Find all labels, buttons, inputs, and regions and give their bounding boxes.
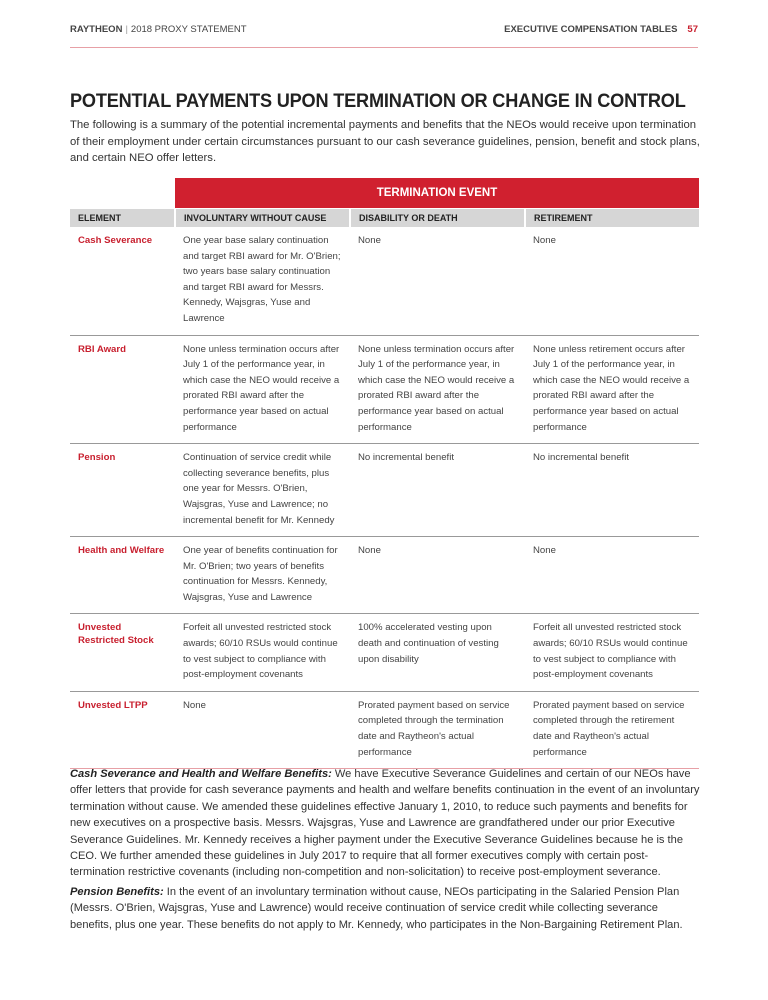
header-rule — [70, 47, 698, 48]
table-cell: None unless termination occurs after July 1 of the performance year, in which case the NEO would receive a prorated RBI award after the performance year based on actual performance — [175, 335, 350, 444]
paragraph-text: In the event of an involuntary termination without cause, NEOs participating in the Salaried Pension Plan (Messrs. O'Brien, Wajsgras, Yuse and Lawrence) would receive continuation of service credit while collecting severance benefits, plus one year. These benefits do not apply to Mr. Kennedy, who participates in the Non-Bargaining Retirement Plan. — [70, 886, 683, 931]
table-cell: Prorated payment based on service completed through the retirement date and Raytheon's actual performance — [525, 691, 699, 768]
table-cell: 100% accelerated vesting upon death and continuation of vesting upon disability — [350, 614, 525, 691]
paragraph-lead: Cash Severance and Health and Welfare Benefits: — [70, 768, 332, 780]
table-cell: None — [525, 227, 699, 335]
pension-paragraph — [70, 884, 702, 933]
table-cell: Forfeit all unvested restricted stock awards; 60/10 RSUs would continue to vest subject to compliance with post-employment covenants — [525, 614, 699, 691]
table-cell: None unless retirement occurs after July 1 of the performance year, in which case the NEO would receive a prorated RBI award after the performance year based on actual performance — [525, 335, 699, 444]
termination-event-header: TERMINATION EVENT — [175, 178, 699, 208]
element-label: Cash Severance — [70, 227, 175, 335]
table-row — [70, 444, 699, 537]
paragraph-text: We have Executive Severance Guidelines and certain of our NEOs have offer letters that provide for cash severance payments and health and welfare benefits continuation in the event of an involuntary termination without cause. We amended these guidelines effective January 1, 2010, to reduce such payments and benefits for new executives on a prospective basis. Messrs. Wajsgras, Yuse and Lawrence are grandfathered under our prior Executive Severance Guidelines. Mr. Kennedy receives a higher payment under the Executive Severance Guidelines because he is the CEO. We further amended these guidelines in July 2017 to require that all former executives comply with certain post-termination restrictive covenants (including non-competition and non-solicitation) to receive post-employment severance. — [70, 768, 700, 879]
table-cell: Prorated payment based on service completed through the termination date and Raytheon's actual performance — [350, 691, 525, 768]
table-cell: No incremental benefit — [525, 444, 699, 537]
element-label: Pension — [70, 444, 175, 537]
table-row — [70, 614, 699, 691]
page-title: POTENTIAL PAYMENTS UPON TERMINATION OR CHANGE IN CONTROL — [70, 90, 686, 112]
document-name: 2018 PROXY STATEMENT — [130, 24, 247, 35]
page-header: RAYTHEON | 2018 PROXY STATEMENT EXECUTIVE COMPENSATION TABLES 57 — [70, 24, 698, 35]
company-name: RAYTHEON — [70, 24, 123, 35]
termination-table — [70, 209, 699, 769]
column-header: RETIREMENT — [525, 209, 699, 227]
table-cell: None — [350, 537, 525, 614]
table-header-row — [70, 209, 699, 227]
table-body — [70, 227, 699, 769]
column-header: INVOLUNTARY WITHOUT CAUSE — [175, 209, 350, 227]
table-row — [70, 227, 699, 335]
severance-paragraph — [70, 766, 702, 881]
table-cell: One year base salary continuation and target RBI award for Mr. O'Brien; two years base salary continuation and target RBI award for Messrs. Kennedy, Wajsgras, Yuse and Lawrence — [175, 227, 350, 335]
table-cell: None — [525, 537, 699, 614]
element-label: Health and Welfare — [70, 537, 175, 614]
table-cell: None unless termination occurs after July 1 of the performance year, in which case the NEO would receive a prorated RBI award after the performance year based on actual performance — [350, 335, 525, 444]
page-number: 57 — [687, 24, 698, 35]
table-cell: None — [350, 227, 525, 335]
table-cell: One year of benefits continuation for Mr. O'Brien; two years of benefits continuation for Messrs. Kennedy, Wajsgras, Yuse and Lawrence — [175, 537, 350, 614]
column-header: DISABILITY OR DEATH — [350, 209, 525, 227]
element-label: Unvested LTPP — [70, 691, 175, 768]
section-name: EXECUTIVE COMPENSATION TABLES — [504, 24, 678, 35]
table-row — [70, 335, 699, 444]
table-cell: Continuation of service credit while collecting severance benefits, plus one year for Messrs. O'Brien, Wajsgras, Yuse and Lawrence; no incremental benefit for Mr. Kennedy — [175, 444, 350, 537]
paragraph-lead: Pension Benefits: — [70, 886, 164, 898]
element-label: RBI Award — [70, 335, 175, 444]
table-cell: None — [175, 691, 350, 768]
intro-paragraph: The following is a summary of the potential incremental payments and benefits that the NEOs would receive upon termination of their employment under certain circumstances pursuant to our cash severance guidelines, pension, benefit and stock plans, and certain NEO offer letters. — [70, 119, 700, 164]
column-header: ELEMENT — [70, 209, 175, 227]
element-label: Unvested Restricted Stock — [70, 614, 175, 691]
table-row — [70, 537, 699, 614]
table-row — [70, 691, 699, 768]
table-cell: Forfeit all unvested restricted stock awards; 60/10 RSUs would continue to vest subject to compliance with post-employment covenants — [175, 614, 350, 691]
table-cell: No incremental benefit — [350, 444, 525, 537]
